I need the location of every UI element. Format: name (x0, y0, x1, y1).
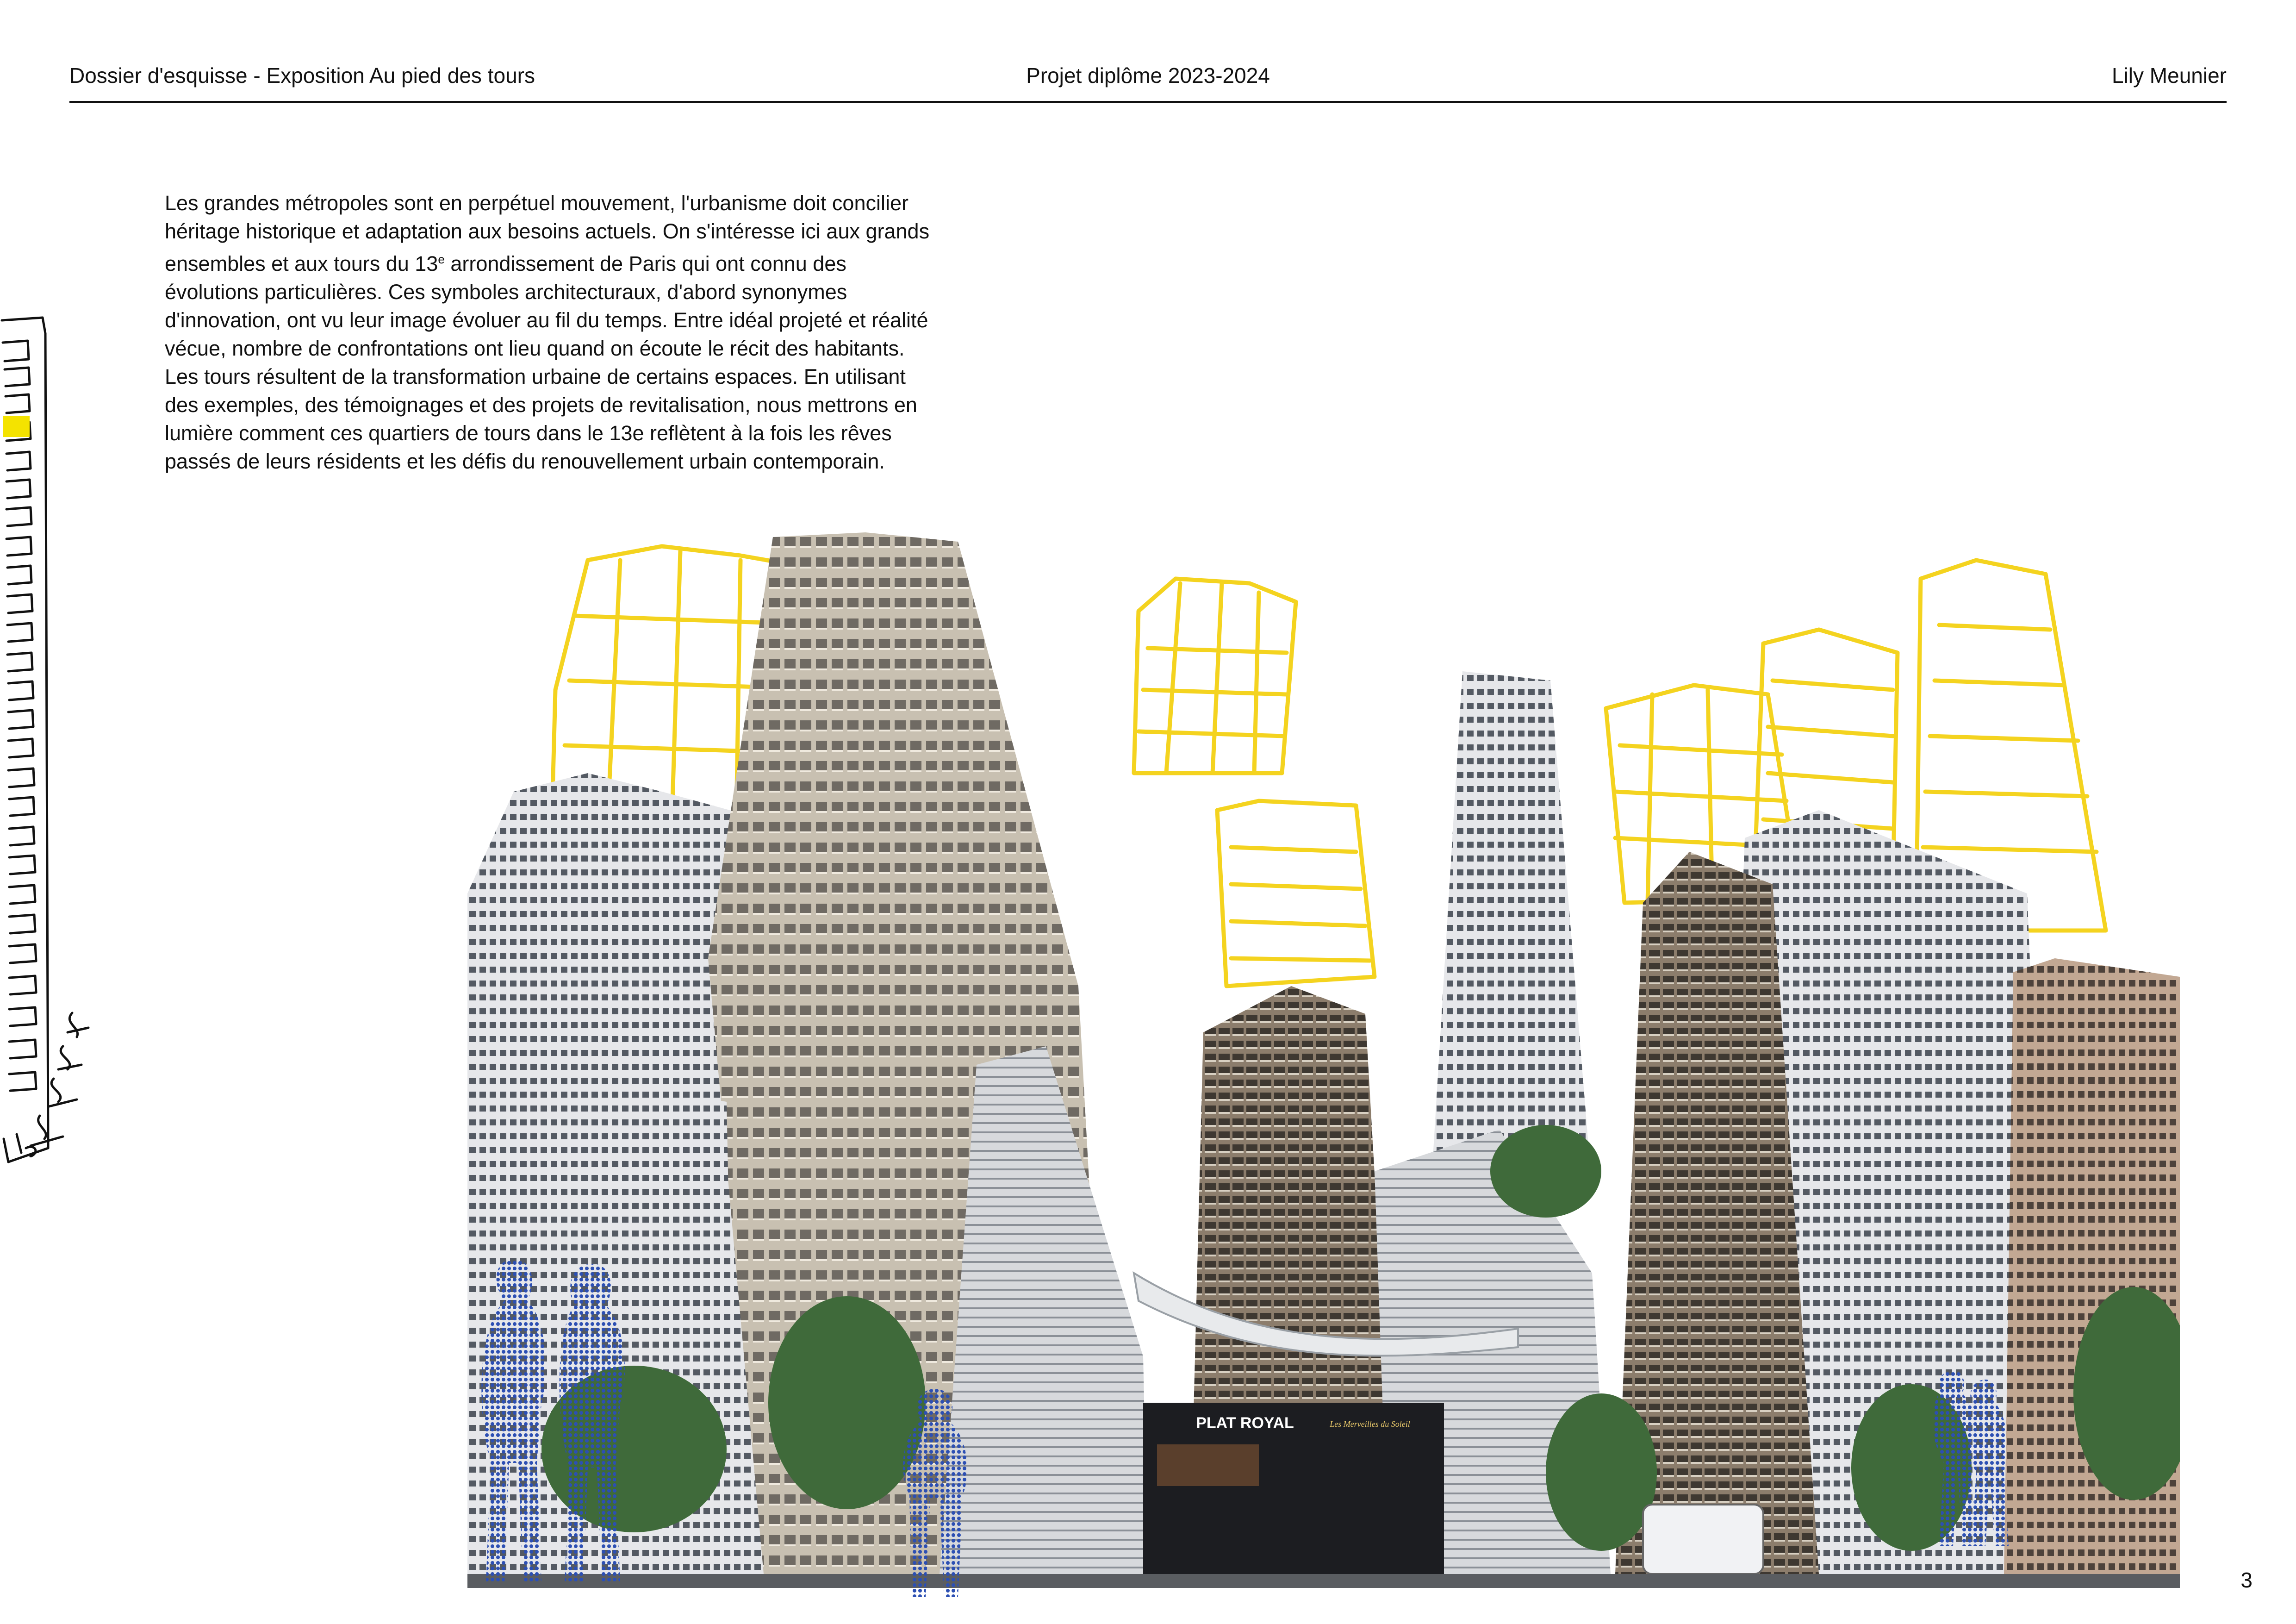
intro-superscript: e (438, 252, 445, 266)
tower-collage (467, 532, 2180, 1597)
header-rule (69, 101, 2227, 103)
intro-paragraph (165, 189, 942, 475)
page-number: 3 (2240, 1568, 2252, 1592)
storefront-sign: PLAT ROYAL (1196, 1414, 1294, 1432)
header-author: Lily Meunier (2112, 63, 2227, 87)
collage-svg (467, 532, 2180, 1597)
header-document-title: Dossier d'esquisse - Exposition Au pied des tours (69, 63, 535, 87)
storefront-sign-script: Les Merveilles du Soleil (1330, 1419, 1410, 1429)
parked-van (1643, 1505, 1763, 1574)
intro-text-end: arrondissement de Paris qui ont connu des évolutions particulières. Ces symboles architecturaux, d'abord synonymes d'innovation, ont vu leur image évoluer au fil du temps. Entre idéal projeté et réalité vécue, nombre de confrontations ont lieu quand on écoute le récit des habitants. Les tours résultent de la transformation urbaine de certains espaces. En utilisant des exemples, des témoignages et des projets de revitalisation, nous mettrons en lumière comment ces quartiers de tours dans le 13e reflètent à la fois les rêves passés de leurs résidents et les défis du renouvellement urbain contemporain. (165, 252, 928, 473)
margin-sketch-year (7, 1009, 91, 1157)
intro-text-start: Les grandes métropoles sont en perpétuel mouvement, l'urbanisme doit concilier héritage historique et adaptation aux besoins actuels. On s'intéresse ici aux grands ensembles et aux tours du 13 (165, 191, 930, 275)
header-project-title: Projet diplôme 2023-2024 (1026, 63, 1270, 87)
tower-white-slender (1430, 671, 1592, 1204)
storefront-menu-board (1157, 1444, 1259, 1486)
highlighted-window (3, 416, 30, 437)
page-header (69, 0, 2227, 104)
street (467, 1574, 2180, 1588)
